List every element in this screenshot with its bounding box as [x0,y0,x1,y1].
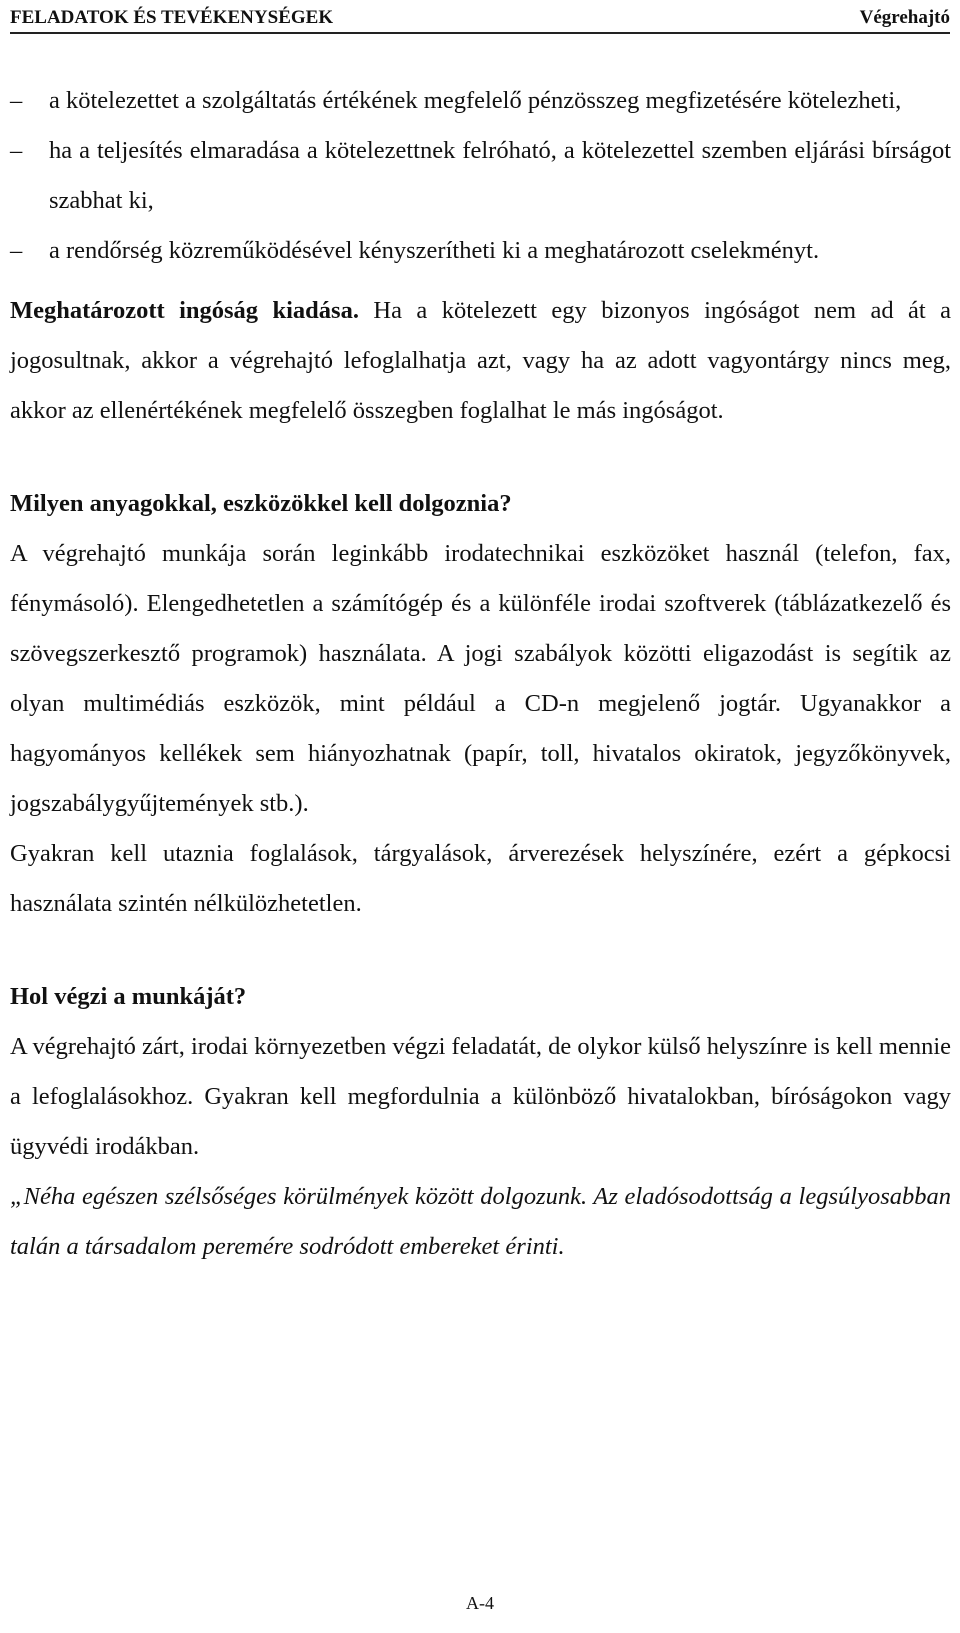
list-item [10,76,951,126]
paragraph-hol: A végrehajtó zárt, irodai környezetben végzi feladatát, de olykor külső helyszínre is kell mennie a lefoglalásokhoz. Gyakran kell megfordulnia a különböző hivatalokban, bíróságokon vagy ügyvédi irodákban. [10,1033,951,1160]
list-item-text: ha a teljesítés elmaradása a kötelezettnek felróható, a kötelezettel szemben eljárási bírságot szabhat ki, [49,137,951,214]
header-section-title: FELADATOK ÉS TEVÉKENYSÉGEK [10,7,334,28]
heading-hol: Hol végzi a munkáját? [10,983,247,1010]
heading-eszkozok: Milyen anyagokkal, eszközökkel kell dolgoznia? [10,490,512,517]
bullet-list [10,76,951,276]
header-document-title: Végrehajtó [859,7,950,28]
dash-bullet: – [10,237,23,264]
page-content [10,76,951,1272]
list-item-text: a kötelezettet a szolgáltatás értékének megfelelő pénzösszeg megfizetésére kötelezheti, [49,87,902,114]
dash-bullet: – [10,137,23,164]
term-meghatarozott-ingosag: Meghatározott ingóság kiadása. [10,297,359,324]
quote-paragraph: „Néha egészen szélsőséges körülmények között dolgozunk. Az eladósodottság a legsúlyosabban talán a társadalom peremére sodródott embereket érinti. [10,1183,951,1260]
running-header [10,4,950,34]
paragraph-utazas: Gyakran kell utaznia foglalások, tárgyalások, árverezések helyszínére, ezért a gépkocsi használata szintén nélkülözhetetlen. [10,840,951,917]
paragraph-text: Ha a kötelezett egy bizonyos ingóságot nem ad át a jogosultnak, akkor a végrehajtó lefoglalhatja azt, vagy ha az adott vagyontárgy nincs meg, akkor az ellenértékének megfelelő összegben foglalhat le más ingóságot. [10,297,951,424]
list-item [10,226,951,276]
page-number: A-4 [466,1593,494,1613]
paragraph-eszkozok: A végrehajtó munkája során leginkább irodatechnikai eszközöket használ (telefon, fax, fénymásoló). Elengedhetetlen a számítógép és a különféle irodai szoftverek (táblázatkezelő és szövegszerkesztő programok) használata. A jogi szabályok közötti eligazodást is segítik az olyan multimédiás eszközök, mint például a CD-n megjelenő jogtár. Ugyanakkor a hagyományos kellékek sem hiányozhatnak (papír, toll, hivatalos okiratok, jegyzőkönyvek, jogszabálygyűjtemények stb.). [10,540,951,817]
list-item-text: a rendőrség közreműködésével kényszerítheti ki a meghatározott cselekményt. [49,237,820,264]
dash-bullet: – [10,87,23,114]
paragraph-ingosag [10,286,951,436]
list-item [10,126,951,226]
